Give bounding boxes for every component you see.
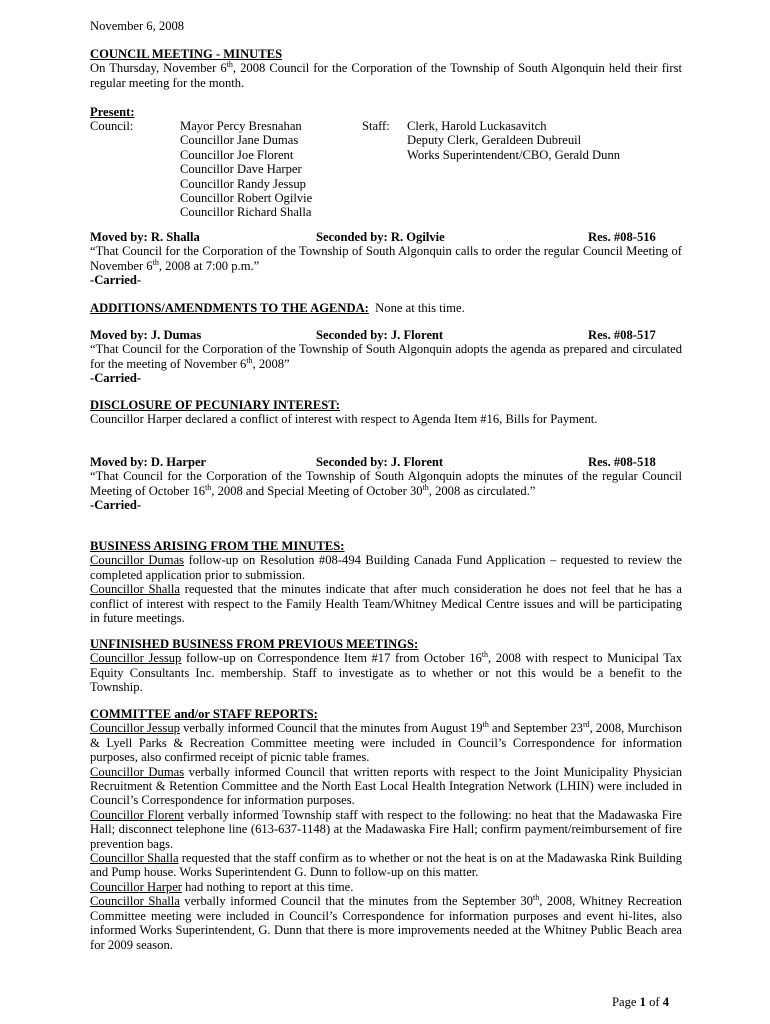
carried-label: -Carried- xyxy=(90,498,142,513)
report-item: Councillor Florent verbally informed Township staff with respect to the following: no heat that the Madawaska Fire Hall; disconnect telephone line (613-637-1148) at the Madawaska Fire Hall; confirm payment/reimbursement of fire prevention bags. xyxy=(90,807,682,851)
document-date: November 6, 2008 xyxy=(90,19,185,33)
section-text: Councillor Harper declared a conflict of interest with respect to Agenda Item #16, Bills for Payment. xyxy=(90,412,598,427)
committee-reports-section xyxy=(90,707,682,952)
council-member: Councillor Dave Harper xyxy=(180,162,302,177)
report-item: Councillor Shalla requested that the staff confirm as to whether or not the heat is on at the Madawaska Rink Building and Pump house. Works Superintendent G. Dunn to follow-up on this matter. xyxy=(90,851,683,880)
motion-text: “That Council for the Corporation of the Township of South Algonquin calls to order the regular Council Meeting of November 6th, 2008 at 7:00 p.m.” xyxy=(90,244,682,273)
council-member: Councillor Randy Jessup xyxy=(180,176,306,191)
report-item: Councillor Dumas verbally informed Council that written reports with respect to the Joint Municipality Physician Recruitment & Retention Committee and the North East Local Health Integration Network (LHIN) were included in Council’s Correspondence for information purposes. xyxy=(90,764,682,808)
unfinished-business-section xyxy=(90,637,682,695)
document-title: COUNCIL MEETING - MINUTES xyxy=(90,47,283,61)
seconded-by: Seconded by: J. Florent xyxy=(316,328,444,342)
business-arising-section xyxy=(90,539,682,625)
motion-text: “That Council for the Corporation of the Township of South Algonquin adopts the minutes of the regular Council Meeting of October 16th, 2008 and Special Meeting of October 30th, 2008 as circulated.” xyxy=(90,469,682,498)
council-members xyxy=(180,119,312,220)
council-member: Councillor Jane Dumas xyxy=(180,133,299,148)
moved-by: Moved by: R. Shalla xyxy=(90,230,200,244)
disclosure-section xyxy=(90,398,682,427)
page-number: Page 1 of 4 xyxy=(612,995,670,1009)
section-heading: COMMITTEE and/or STAFF REPORTS: xyxy=(90,707,318,721)
staff-members xyxy=(407,119,620,162)
resolution-number: Res. #08-517 xyxy=(588,328,656,342)
section-heading: UNFINISHED BUSINESS FROM PREVIOUS MEETINGS: xyxy=(90,637,419,651)
section-heading: ADDITIONS/AMENDMENTS TO THE AGENDA: xyxy=(90,301,369,315)
staff-member: Works Superintendent/CBO, Gerald Dunn xyxy=(407,147,621,162)
moved-by: Moved by: J. Dumas xyxy=(90,328,202,342)
seconded-by: Seconded by: J. Florent xyxy=(316,455,444,469)
resolution-number: Res. #08-518 xyxy=(588,455,656,469)
business-item: Councillor Jessup follow-up on Correspondence Item #17 from October 16th, 2008 with respect to Municipal Tax Equity Consultants Inc. membership. Staff to investigate as to whether or not this would be a benefit to the Township. xyxy=(90,650,683,695)
moved-by: Moved by: D. Harper xyxy=(90,455,207,469)
staff-member: Clerk, Harold Luckasavitch xyxy=(407,119,547,133)
additions-section xyxy=(90,301,682,315)
council-label: Council: xyxy=(90,119,134,133)
motion-res-08-517 xyxy=(90,328,682,386)
present-heading: Present: xyxy=(90,105,135,119)
resolution-number: Res. #08-516 xyxy=(588,230,656,244)
staff-member: Deputy Clerk, Geraldeen Dubreuil xyxy=(407,133,582,148)
motion-res-08-518 xyxy=(90,455,682,513)
minutes-header xyxy=(90,47,682,90)
motion-text: “That Council for the Corporation of the Township of South Algonquin adopts the agenda as prepared and circulated for the meeting of November 6th, 2008” xyxy=(90,342,682,371)
staff-label: Staff: xyxy=(362,119,390,133)
motion-res-08-516 xyxy=(90,230,682,288)
section-heading: BUSINESS ARISING FROM THE MINUTES: xyxy=(90,539,345,553)
intro-paragraph: On Thursday, November 6th, 2008 Council for the Corporation of the Township of South Algonquin held their first regular meeting for the month. xyxy=(90,60,682,90)
council-member: Councillor Richard Shalla xyxy=(180,205,312,220)
business-item: Councillor Shalla requested that the minutes indicate that after much consideration he does not feel that he has a conflict of interest with respect to the Family Health Team/Whitney Medical Centre issues and will be participating in future meetings. xyxy=(90,582,682,626)
seconded-by: Seconded by: R. Ogilvie xyxy=(316,230,445,244)
carried-label: -Carried- xyxy=(90,371,142,386)
council-member: Mayor Percy Bresnahan xyxy=(180,119,302,133)
council-member: Councillor Robert Ogilvie xyxy=(180,191,313,206)
report-item: Councillor Harper had nothing to report at this time. xyxy=(90,879,354,894)
section-text: None at this time. xyxy=(375,301,465,315)
report-item: Councillor Shalla verbally informed Council that the minutes from the September 30th, 2008, Whitney Recreation Committee meeting were included in Council’s Correspondence for information purposes and event hi-lites, also informed Works Superintendent, G. Dunn that there is more improvements needed at the Whitney Public Beach area for 2009 season. xyxy=(90,893,682,952)
report-item: Councillor Jessup verbally informed Council that the minutes from August 19th and September 23rd, 2008, Murchison & Lyell Parks & Recreation Committee meeting were included in Council’s Correspondence for information purposes, also confirmed receipt of picnic table frames. xyxy=(90,720,683,765)
council-member: Councillor Joe Florent xyxy=(180,147,294,162)
section-heading: DISCLOSURE OF PECUNIARY INTEREST: xyxy=(90,398,340,412)
business-item: Councillor Dumas follow-up on Resolution #08-494 Building Canada Fund Application – requested to review the completed application prior to submission. xyxy=(90,553,682,582)
carried-label: -Carried- xyxy=(90,273,142,288)
